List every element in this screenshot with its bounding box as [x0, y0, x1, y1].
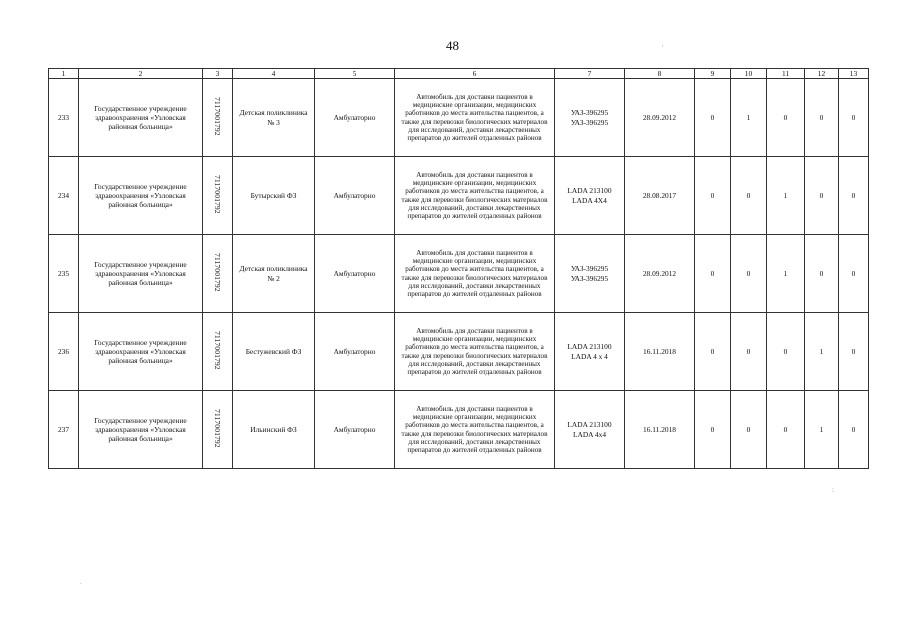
care-type-cell: Амбулаторно — [315, 157, 395, 235]
vehicle-model: LADA 4x4 — [572, 429, 607, 439]
vehicle-model: УАЗ-396295 — [570, 273, 609, 283]
inn-cell — [203, 235, 233, 313]
vehicle-model: LADA 213100 — [567, 186, 612, 196]
date-cell: 28.08.2017 — [625, 157, 695, 235]
value-cell: 1 — [731, 79, 767, 157]
table-row — [49, 157, 869, 235]
vehicle-model-cell — [555, 235, 625, 313]
value-cell: 0 — [695, 235, 731, 313]
unit-cell: Детская поликлиника № 2 — [233, 235, 315, 313]
value-cell: 0 — [695, 79, 731, 157]
vehicle-registry-table — [48, 68, 869, 469]
row-number-cell: 234 — [49, 157, 79, 235]
column-header: 12 — [805, 69, 839, 79]
inn-text: 7117001792 — [213, 409, 223, 448]
table-row — [49, 313, 869, 391]
date-cell: 16.11.2018 — [625, 391, 695, 469]
vehicle-model-cell — [555, 157, 625, 235]
value-cell: 0 — [767, 313, 805, 391]
scan-speck: : — [832, 486, 834, 494]
value-cell: 1 — [805, 391, 839, 469]
column-header: 7 — [555, 69, 625, 79]
unit-cell: Детская поликлиника № 3 — [233, 79, 315, 157]
organization-cell: Государственное учреждение здравоохранения «Узловская районная больница» — [79, 313, 203, 391]
value-cell: 0 — [695, 313, 731, 391]
vehicle-model: LADA 213100 — [567, 420, 612, 430]
row-number-cell: 235 — [49, 235, 79, 313]
value-cell: 0 — [767, 391, 805, 469]
column-header: 2 — [79, 69, 203, 79]
care-type-cell: Амбулаторно — [315, 79, 395, 157]
column-header: 10 — [731, 69, 767, 79]
value-cell: 0 — [839, 79, 869, 157]
column-header: 8 — [625, 69, 695, 79]
organization-cell: Государственное учреждение здравоохранения «Узловская районная больница» — [79, 157, 203, 235]
vehicle-model-cell — [555, 79, 625, 157]
organization-cell: Государственное учреждение здравоохранения «Узловская районная больница» — [79, 391, 203, 469]
date-cell: 28.09.2012 — [625, 79, 695, 157]
unit-cell: Бестужевский ФЗ — [233, 313, 315, 391]
column-header: 5 — [315, 69, 395, 79]
column-number-row — [49, 69, 869, 79]
vehicle-model: УАЗ-396295 — [570, 117, 609, 127]
table-row — [49, 391, 869, 469]
inn-cell — [203, 313, 233, 391]
column-header: 4 — [233, 69, 315, 79]
table-row — [49, 79, 869, 157]
vehicle-model: LADA 213100 — [567, 342, 612, 352]
purpose-cell: Автомобиль для доставки пациентов в медицинские организации, медицинских работников до места жительства пациентов, а также для перевозки биологических материалов для исследований, доставки лекарственных препаратов до жителей отдаленных районов — [395, 313, 555, 391]
column-header: 3 — [203, 69, 233, 79]
unit-cell: Ильинский ФЗ — [233, 391, 315, 469]
column-header: 9 — [695, 69, 731, 79]
value-cell: 1 — [767, 235, 805, 313]
inn-text: 7117001792 — [213, 331, 223, 370]
purpose-cell: Автомобиль для доставки пациентов в медицинские организации, медицинских работников до места жительства пациентов, а также для перевозки биологических материалов для исследований, доставки лекарственных препаратов до жителей отдаленных районов — [395, 157, 555, 235]
value-cell: 0 — [839, 235, 869, 313]
inn-text: 7117001792 — [213, 175, 223, 214]
value-cell: 1 — [767, 157, 805, 235]
value-cell: 0 — [731, 391, 767, 469]
care-type-cell: Амбулаторно — [315, 313, 395, 391]
column-header: 13 — [839, 69, 869, 79]
value-cell: 0 — [805, 79, 839, 157]
value-cell: 0 — [805, 235, 839, 313]
column-header: 6 — [395, 69, 555, 79]
row-number-cell: 233 — [49, 79, 79, 157]
value-cell: 0 — [839, 391, 869, 469]
inn-cell — [203, 79, 233, 157]
inn-text: 7117001792 — [213, 253, 223, 292]
value-cell: 0 — [731, 235, 767, 313]
page-number: 48 — [446, 38, 459, 53]
value-cell: 1 — [805, 313, 839, 391]
unit-cell: Бутырский ФЗ — [233, 157, 315, 235]
vehicle-model: LADA 4 x 4 — [571, 351, 608, 361]
purpose-cell: Автомобиль для доставки пациентов в медицинские организации, медицинских работников до места жительства пациентов, а также для перевозки биологических материалов для исследований, доставки лекарственных препаратов до жителей отдаленных районов — [395, 391, 555, 469]
vehicle-model-cell — [555, 313, 625, 391]
organization-cell: Государственное учреждение здравоохранения «Узловская районная больница» — [79, 235, 203, 313]
inn-cell — [203, 157, 233, 235]
value-cell: 0 — [805, 157, 839, 235]
inn-cell — [203, 391, 233, 469]
value-cell: 0 — [767, 79, 805, 157]
date-cell: 16.11.2018 — [625, 313, 695, 391]
scan-speck: . — [80, 578, 82, 586]
column-header: 1 — [49, 69, 79, 79]
column-header: 11 — [767, 69, 805, 79]
row-number-cell: 236 — [49, 313, 79, 391]
vehicle-model: LADA 4X4 — [572, 195, 607, 205]
vehicle-model: УАЗ-396295 — [570, 264, 609, 274]
organization-cell: Государственное учреждение здравоохранения «Узловская районная больница» — [79, 79, 203, 157]
value-cell: 0 — [695, 157, 731, 235]
purpose-cell: Автомобиль для доставки пациентов в медицинские организации, медицинских работников до места жительства пациентов, а также для перевозки биологических материалов для исследований, доставки лекарственных препаратов до жителей отдаленных районов — [395, 79, 555, 157]
purpose-cell: Автомобиль для доставки пациентов в медицинские организации, медицинских работников до места жительства пациентов, а также для перевозки биологических материалов для исследований, доставки лекарственных препаратов до жителей отдаленных районов — [395, 235, 555, 313]
value-cell: 0 — [695, 391, 731, 469]
value-cell: 0 — [731, 313, 767, 391]
vehicle-model-cell — [555, 391, 625, 469]
value-cell: 0 — [839, 313, 869, 391]
date-cell: 28.09.2012 — [625, 235, 695, 313]
inn-text: 7117001792 — [213, 97, 223, 136]
value-cell: 0 — [839, 157, 869, 235]
scan-speck: ' — [662, 44, 664, 52]
value-cell: 0 — [731, 157, 767, 235]
table-row — [49, 235, 869, 313]
care-type-cell: Амбулаторно — [315, 235, 395, 313]
care-type-cell: Амбулаторно — [315, 391, 395, 469]
row-number-cell: 237 — [49, 391, 79, 469]
vehicle-model: УАЗ-396295 — [570, 108, 609, 118]
